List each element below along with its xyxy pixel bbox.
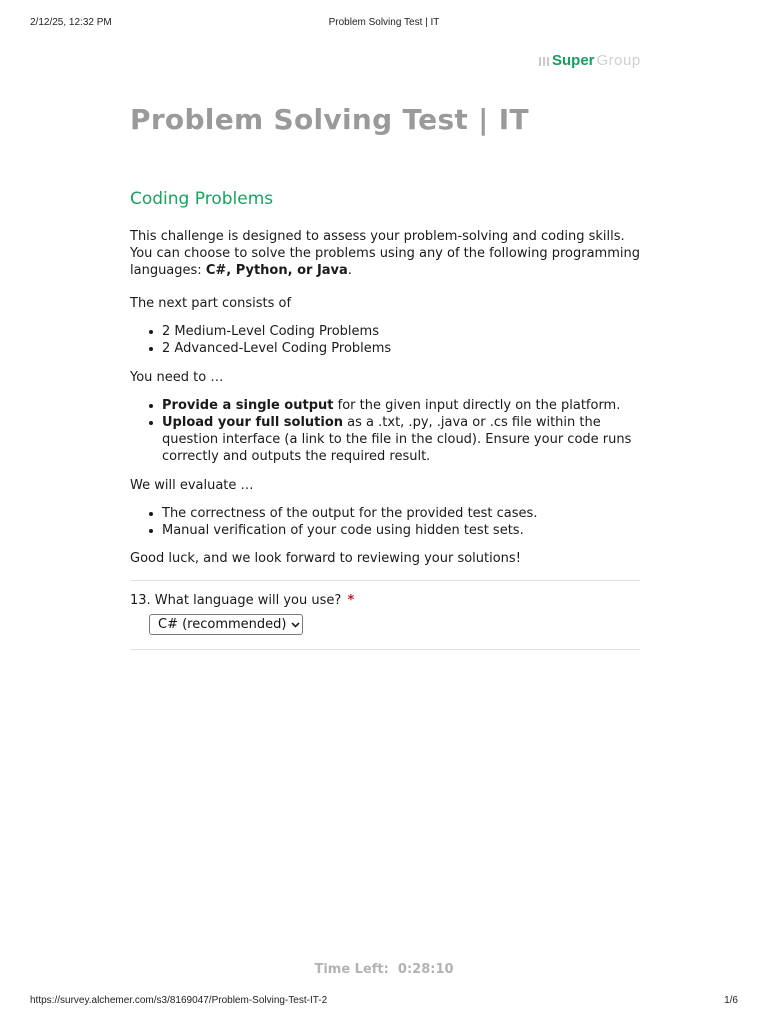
intro-end: . [347, 263, 352, 278]
logo-text-primary: Super [552, 51, 595, 69]
list-item [162, 397, 640, 414]
print-url: https://survey.alchemer.com/s3/8169047/Problem-Solving-Test-IT-2 [30, 995, 328, 1006]
list-item: The correctness of the output for the provided test cases. [162, 505, 640, 522]
language-select-value: C# (recommended) [158, 617, 287, 632]
logo-text-secondary: Group [596, 51, 641, 69]
bars-logo-mark-icon [538, 54, 550, 66]
divider [130, 649, 640, 650]
section-title: Coding Problems [130, 189, 274, 209]
you-need-list [130, 397, 640, 465]
closing-text: Good luck, and we look forward to reviewing your solutions! [130, 551, 521, 566]
evaluate-list [130, 505, 640, 539]
question-text: 13. What language will you use? [130, 593, 342, 608]
next-part-lead: The next part consists of [130, 296, 292, 311]
company-logo [538, 50, 641, 70]
divider [130, 580, 640, 581]
timer-label: Time Left: [314, 962, 389, 977]
intro-paragraph [130, 228, 640, 279]
print-datetime: 2/12/25, 12:32 PM [30, 17, 112, 28]
required-marker: * [347, 593, 355, 608]
print-doc-title: Problem Solving Test | IT [328, 17, 440, 28]
instructions-content [130, 228, 640, 567]
question-label [130, 593, 354, 608]
print-page-number: 1/6 [724, 995, 738, 1006]
print-header [0, 17, 768, 31]
list-item: Manual verification of your code using hidden test sets. [162, 522, 640, 539]
intro-languages: C#, Python, or Java [205, 263, 348, 278]
timer-value: 0:28:10 [397, 962, 454, 977]
page-title: Problem Solving Test | IT [130, 103, 529, 136]
intro-text: This challenge is designed to assess your problem-solving and coding skills. You can choose to solve the problems using any of the following programming languages: [130, 229, 640, 278]
language-select[interactable] [149, 614, 303, 635]
list-item-bold: Upload your full solution [162, 415, 344, 430]
list-item-text: as a .txt, .py, .java or .cs file within the question interface (a link to the file in the cloud). Ensure your code runs correctly and outputs the required result. [162, 415, 632, 464]
list-item: 2 Advanced-Level Coding Problems [162, 340, 640, 357]
list-item-text: for the given input directly on the platform. [333, 398, 621, 413]
list-item [162, 414, 640, 465]
time-left [0, 962, 768, 977]
evaluate-lead: We will evaluate … [130, 478, 254, 493]
list-item-bold: Provide a single output [162, 398, 334, 413]
chevron-down-icon [288, 614, 302, 635]
next-part-list [130, 323, 640, 357]
you-need-lead: You need to … [130, 370, 224, 385]
print-footer [0, 995, 768, 1009]
list-item: 2 Medium-Level Coding Problems [162, 323, 640, 340]
